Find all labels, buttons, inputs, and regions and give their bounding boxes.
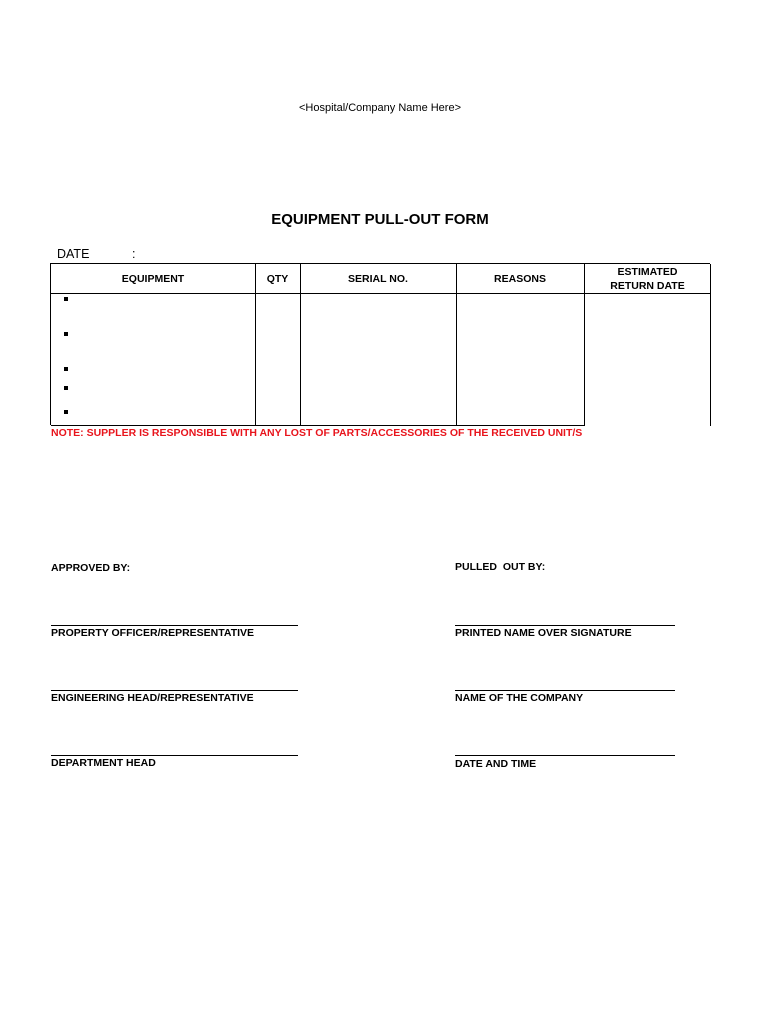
date-separator: : bbox=[132, 247, 136, 261]
equipment-row-bullet bbox=[64, 386, 68, 390]
equipment-row-bullet bbox=[64, 332, 68, 336]
pulled-out-by-heading: PULLED OUT BY: bbox=[455, 561, 546, 573]
signature-line bbox=[51, 755, 298, 756]
signature-line bbox=[455, 690, 675, 691]
column-header-reasons: REASONS bbox=[494, 272, 546, 285]
printed-name-label: PRINTED NAME OVER SIGNATURE bbox=[455, 627, 632, 639]
date-label: DATE bbox=[57, 247, 90, 261]
column-divider bbox=[456, 264, 457, 426]
equipment-table bbox=[50, 263, 710, 425]
equipment-row-bullet bbox=[64, 297, 68, 301]
column-divider bbox=[584, 264, 585, 426]
table-right-border bbox=[710, 264, 711, 426]
header-separator bbox=[51, 293, 710, 294]
engineering-head-label: ENGINEERING HEAD/REPRESENTATIVE bbox=[51, 692, 254, 704]
signature-line bbox=[455, 755, 675, 756]
column-header-equipment: EQUIPMENT bbox=[121, 272, 185, 285]
column-header-qty: QTY bbox=[266, 272, 289, 285]
approved-by-heading: APPROVED BY: bbox=[51, 562, 131, 574]
signature-line bbox=[455, 625, 675, 626]
signature-line bbox=[51, 690, 298, 691]
supplier-note: NOTE: SUPPLER IS RESPONSIBLE WITH ANY LOST OF PARTS/ACCESSORIES OF THE RECEIVED UNIT/S bbox=[51, 427, 583, 439]
column-header-estimated-return-date: ESTIMATED RETURN DATE bbox=[610, 265, 685, 292]
equipment-row-bullet bbox=[64, 410, 68, 414]
department-head-label: DEPARTMENT HEAD bbox=[51, 757, 156, 769]
equipment-row-bullet bbox=[64, 367, 68, 371]
property-officer-label: PROPERTY OFFICER/REPRESENTATIVE bbox=[51, 627, 255, 639]
form-title: EQUIPMENT PULL-OUT FORM bbox=[271, 211, 489, 228]
company-name-label: NAME OF THE COMPANY bbox=[455, 692, 584, 704]
date-and-time-label: DATE AND TIME bbox=[455, 758, 537, 770]
column-divider bbox=[300, 264, 301, 426]
signature-line bbox=[51, 625, 298, 626]
column-divider bbox=[255, 264, 256, 426]
company-name: <Hospital/Company Name Here> bbox=[298, 102, 462, 114]
column-header-serial-no: SERIAL NO. bbox=[348, 272, 408, 285]
table-bottom-border bbox=[51, 425, 585, 426]
